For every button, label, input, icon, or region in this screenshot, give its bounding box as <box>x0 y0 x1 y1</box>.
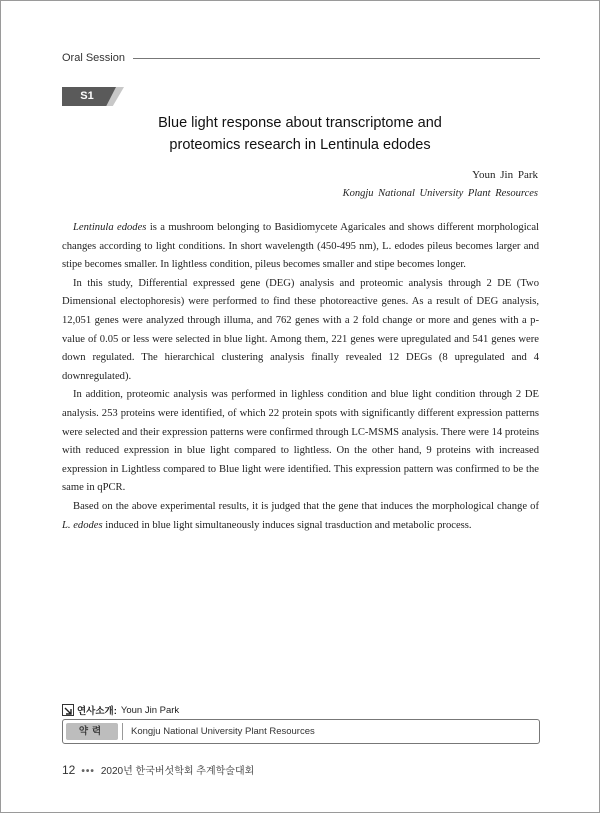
conference-name: 2020년 한국버섯학회 추계학술대회 <box>100 766 255 777</box>
abstract-paragraph-4 <box>62 498 539 535</box>
bio-box <box>62 719 540 744</box>
abstract-paragraph-3: In addition, proteomic analysis was performed in lighless condition and blue light condition through 2 DE analysis. 253 proteins were identified, of which 22 protein spots with significantly different expression patterns were selected and their expression patterns were confirmed through LC-MSMS analysis. There were 14 proteins with reduced expression in blue light compared to lightless. On the other hand, 9 proteins with increased expression in Lightless compared to Blue light were identified. This expression pattern was confirmed to be the same in qPCR. <box>62 389 539 494</box>
author-name: Youn Jin Park <box>472 169 538 181</box>
abstract-body <box>62 219 539 535</box>
session-header <box>62 50 540 66</box>
title-line-2: proteomics research in Lentinula edodes <box>169 137 431 153</box>
species-abbrev: L. edodes <box>62 519 103 531</box>
author-affiliation: Kongju National University Plant Resources <box>342 188 538 199</box>
paper-title <box>62 112 538 156</box>
speaker-intro-name: Youn Jin Park <box>120 704 180 716</box>
speaker-intro <box>62 703 179 717</box>
title-line-1: Blue light response about transcriptome and <box>158 115 442 131</box>
badge-label: S1 <box>80 90 94 102</box>
page-number: 12 <box>62 763 76 777</box>
speaker-intro-label: 연사소개: <box>77 706 117 717</box>
bio-divider <box>122 723 123 740</box>
bio-label: 약력 <box>66 723 118 740</box>
session-label: Oral Session <box>62 50 133 66</box>
bio-text: Kongju National University Plant Resources <box>131 726 315 737</box>
arrow-down-right-icon <box>62 704 74 716</box>
footer-dots: ••• <box>81 766 95 777</box>
abstract-paragraph-1 <box>62 219 539 275</box>
species-name: Lentinula edodes <box>73 222 147 233</box>
paragraph-4-start: Based on the above experimental results, it is judged that the gene that induces the morphological change of <box>73 500 539 512</box>
paragraph-4-end: induced in blue light simultaneously induces signal trasduction and metabolic process. <box>102 519 472 531</box>
page-footer <box>62 762 254 777</box>
paragraph-1-text: is a mushroom belonging to Basidiomycete Agaricales and shows different morphological changes according to light conditions. In short wavelength (450-495 nm), L. edodes pileus becomes larger and stipe becomes smaller. In lightless condition, pileus becomes smaller and stipe becomes longer. <box>62 222 539 271</box>
session-badge <box>62 87 124 106</box>
abstract-paragraph-2: In this study, Differential expressed gene (DEG) analysis and proteomic analysis through 2 DE (Two Dimensional electophoresis) were performed to find these photoreactive genes. As a result of DEG analysis, 12,051 genes were analyzed through illuma, and 762 genes with a 2 fold change or more and genes with a p-value of 0.05 or less were selected in blue light. Among them, 221 genes were upregulated and 541 genes were down regulated. The hierarchical clustering analysis finally revealed 12 DEGs (8 upregulated and 4 downregulated). <box>62 277 539 382</box>
header-rule <box>132 58 540 59</box>
